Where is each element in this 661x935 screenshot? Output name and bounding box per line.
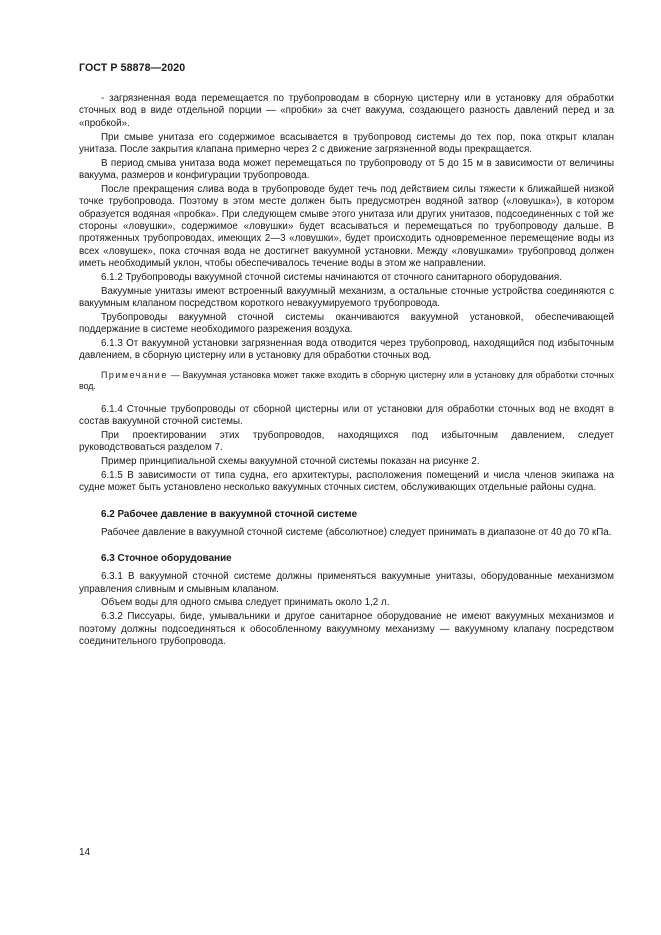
page-number: 14 (79, 847, 91, 858)
paragraph: Пример принципиальной схемы вакуумной сточной системы показан на рисунке 2. (101, 456, 480, 468)
note (79, 370, 614, 393)
paragraph: При смыве унитаза его содержимое всасывается в трубопровод системы до тех пор, пока открыт клапан унитаза. После закрытия клапана примерно через 2 с движение загрязненной воды прекращается. (79, 131, 614, 155)
section-heading-6-3: 6.3 Сточное оборудование (101, 553, 232, 565)
paragraph: Трубопроводы вакуумной сточной системы оканчиваются вакуумной установкой, обеспечивающей поддержание в системе необходимого разрежения воздуха. (79, 311, 614, 336)
document-code-header: ГОСТ Р 58878—2020 (79, 62, 186, 74)
clause-6-3-1: 6.3.1 В вакуумной сточной системе должны применяться вакуумные унитазы, оборудованные механизмом управления сливным и смывным клапаном. (79, 571, 614, 595)
note-label: Примечание (101, 369, 168, 380)
paragraph: В период смыва унитаза вода может перемещаться по трубопроводу от 5 до 15 м в зависимости от величины вакуума, размеров и конфигурации трубопровода. (79, 157, 614, 182)
note-text: — Вакуумная установка может также входить в сборную цистерну или в установку для обработки сточных вод. (79, 369, 614, 392)
paragraph: Вакуумные унитазы имеют встроенный вакуумный механизм, а остальные сточные устройства соединяются с вакуумным клапаном посредством короткого невакуумируемого трубопровода. (79, 285, 614, 309)
paragraph: После прекращения слива вода в трубопроводе будет течь под действием силы тяжести к ближайшей низкой точке трубопровода. Поэтому в этом месте должен быть предусмотрен водяной затвор («ловушка»), в котором образуется водяная «пробка». При следующем смыве этого унитаза или других унитазов, подсоединенных с той же стороны «ловушки», содержимое «ловушки» будет всасываться и перемещаться по трубопроводу дальше. В протяженных трубопроводах, имеющих 2—3 «ловушки», будет происходить одновременное перемещение воды из всех «ловушек», пока сточная вода не достигнет вакуумной установки. Между «ловушками» трубопровод должен иметь необходимый уклон, чтобы обеспечивалось течение воды в этом же направлении. (79, 183, 614, 269)
clause-6-1-3: 6.1.3 От вакуумной установки загрязненная вода отводится через трубопровод, находящийся под избыточным давлением, в сборную цистерну или в установку для обработки сточных вод. (79, 338, 614, 362)
paragraph: Объем воды для одного смыва следует принимать около 1,2 л. (101, 597, 390, 609)
clause-6-1-2: 6.1.2 Трубопроводы вакуумной сточной системы начинаются от сточного санитарного оборудования. (101, 271, 562, 283)
clause-6-3-2: 6.3.2 Писсуары, биде, умывальники и другое санитарное оборудование не имеют вакуумных механизмов и поэтому должны подсоединяться к обособленному вакуумному механизму — вакуумному клапану посредством соединительного трубопровода. (79, 611, 614, 647)
section-heading-6-2: 6.2 Рабочее давление в вакуумной сточной системе (101, 508, 358, 520)
document-body (79, 93, 614, 650)
paragraph: - загрязненная вода перемещается по трубопроводам в сборную цистерну или в установку для обработки сточных вод в виде отдельной порции — «пробки» за счет вакуума, создающего разность давлений перед и за «пробкой». (79, 93, 614, 129)
paragraph: При проектировании этих трубопроводов, находящихся под избыточным давлением, следует руководствоваться разделом 7. (79, 430, 614, 454)
clause-6-1-5: 6.1.5 В зависимости от типа судна, его архитектуры, расположения помещений и числа членов экипажа на судне может быть установлено несколько вакуумных сточных систем, обслуживающих отдельные районы судна. (79, 470, 614, 494)
paragraph: Рабочее давление в вакуумной сточной системе (абсолютное) следует принимать в диапазоне от 40 до 70 кПа. (101, 526, 612, 538)
clause-6-1-4: 6.1.4 Сточные трубопроводы от сборной цистерны или от установки для обработки сточных вод не входят в состав вакуумной сточной системы. (79, 403, 614, 428)
